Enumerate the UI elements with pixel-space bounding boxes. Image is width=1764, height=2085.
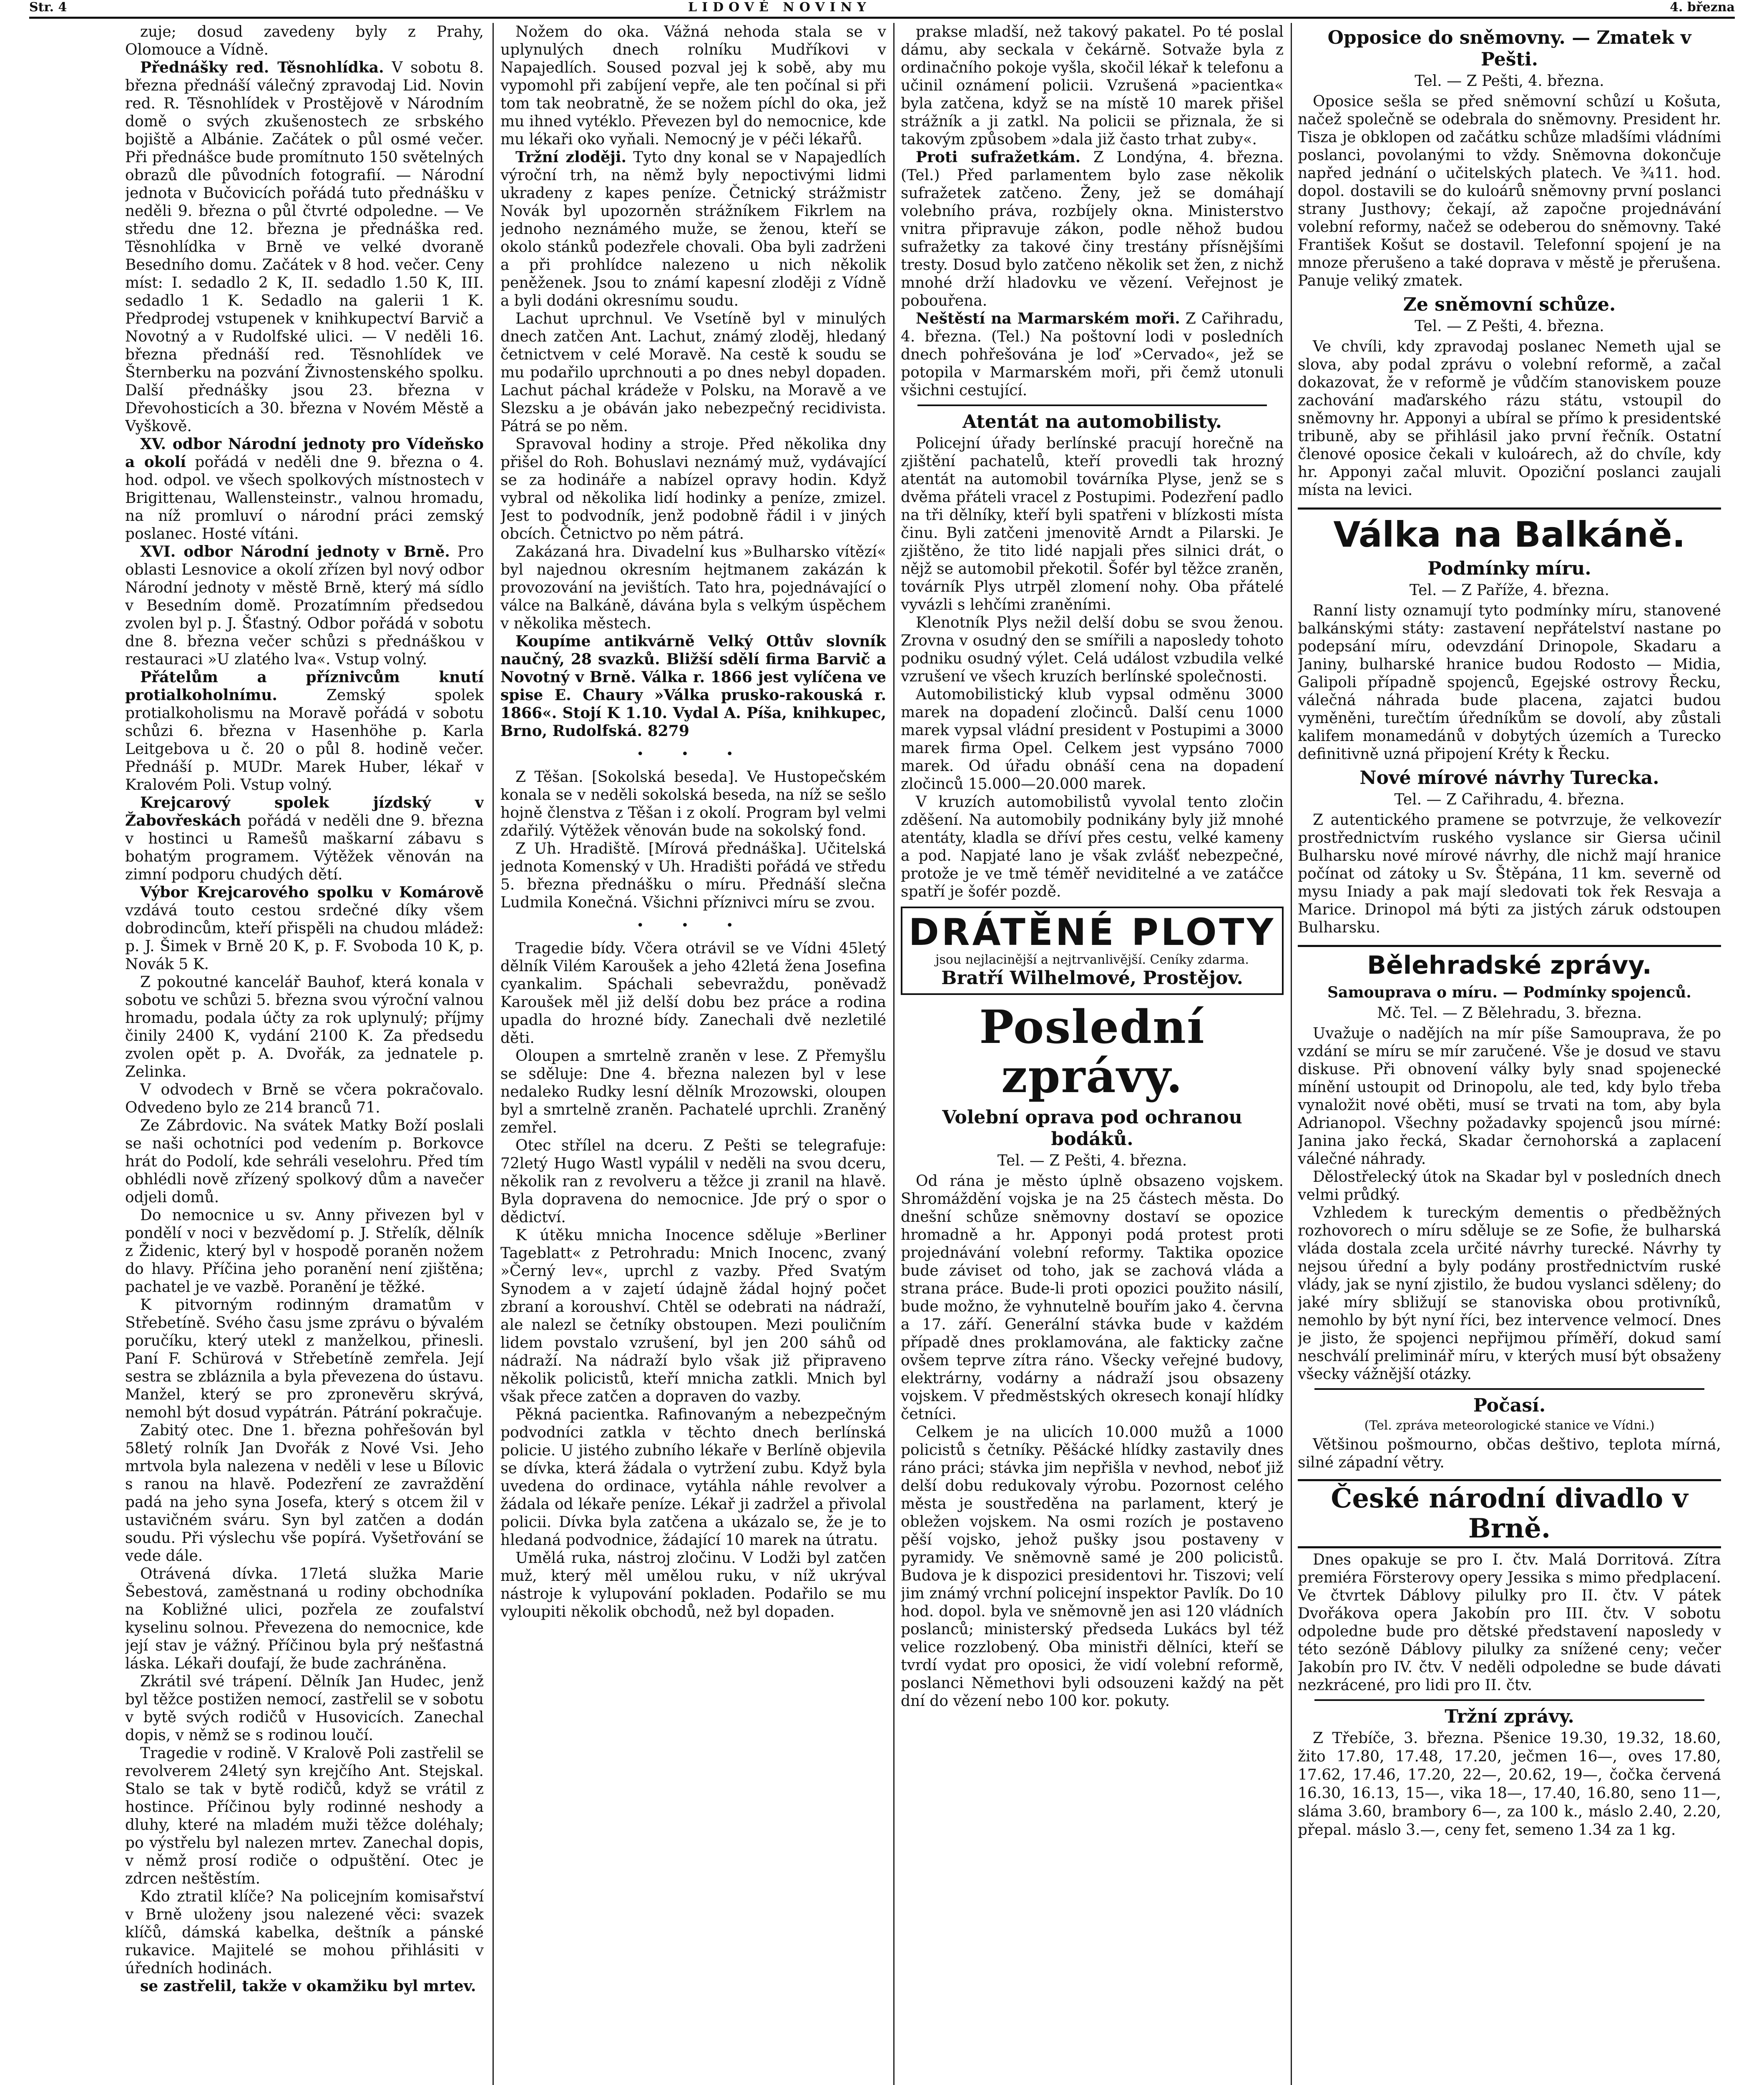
dateline: Tel. — Z Pešti, 4. března. bbox=[1415, 318, 1604, 335]
article bbox=[901, 148, 1284, 310]
subheading: Samouprava o míru. — Podmínky spojenců. bbox=[1327, 984, 1691, 1001]
ad-number: 8279 bbox=[647, 722, 689, 740]
article-title: Výbor Krejcarového spolku v Komárově bbox=[140, 884, 484, 901]
article-text: Z autentického pramene se potvrzuje, že velkovezír prostřednictvím ruského vyslance sir Giersa učinil Bulharsku nové mírové návrhy, dle nichž mají hranice počínat od zátoky u Sv. Štěpána, 11 km. severně od mysu Iniady a pak mají sledovati tok řek Resvaja a Marice. Drinopol má býti za jistých záruk odstoupen Bulharsku. bbox=[1298, 811, 1721, 936]
newspaper-title: LIDOVÉ NOVINY bbox=[688, 0, 871, 15]
dateline: Mč. Tel. — Z Bělehradu, 3. března. bbox=[1377, 1005, 1642, 1022]
separator-stars: • • • bbox=[636, 747, 750, 761]
theatre-text: Dnes opakuje se pro I. čtv. Malá Dorritová. Zítra premiéra Försterovy opery Jessika s mimo předplacení. Ve čtvrtek Dáblovy pilulky pro II. čtv. V pátek Dvořákova opera Jakobín pro III. čtv. V sobotu odpoledne bude pro dětské představení naposledy v této sezóně Dáblovy pilulky za snížené ceny; večer Jakobín pro IV. čtv. V neděli odpoledne se bude dávati nezkrácené, pro lidi pro II. čtv. bbox=[1298, 1551, 1721, 1694]
article-text: Umělá ruka, nástroj zločinu. V Lodži byl zatčen muž, který měl umělou ruku, v níž ukrýval nástroje k vylupování pokladen. Podařilo se mu vyloupiti několik obchodů, než byl dopaden. bbox=[500, 1550, 886, 1620]
weather-text: Většinou pošmourno, občas deštivo, teplota mírná, silné západní větry. bbox=[1298, 1436, 1721, 1471]
article-title: Neštěstí na Marmarském moři. bbox=[916, 310, 1180, 327]
article-text: Nožem do oka. Vážná nehoda stala se v uplynulých dnech rolníku Mudříkovi v Napajedlích. Soused pozval jej k sobě, aby mu vypomohl při zabíjení vepře, ale ten počínal si při tom tak neobratně, že se nožem píchl do oka, jež mu ihned vytéklo. Převezen byl do nemocnice, kde mu lékaři oko vyňali. Nemocný je v péči lékařů. bbox=[500, 23, 886, 148]
article-text: Otrávená dívka. 17letá služka Marie Šebestová, zaměstnaná u rodiny obchodníka na Kobližné ulici, pozřela ze zoufalství kyselinu solnou. Převezena do nemocnice, kde její stav je vážný. Příčinou byla prý nešťastná láska. Lékaři doufají, že bude zachráněna. bbox=[125, 1565, 484, 1672]
section-heading: Podmínky míru. bbox=[1427, 558, 1591, 579]
article-text: pořádá v neděli dne 9. března v hostinci u Ramešů maškarní zábavu s bohatým programem. Výtěžek věnován na zimní podporu chudých dětí. bbox=[125, 812, 484, 883]
article-text: Tragedie bídy. Včera otrávil se ve Vídni 45letý dělník Vilém Karoušek a jeho 42letá žena Josefina cyankalim. Spáchali sebevraždu, poněvadž Karoušek měl již delší dobu bez práce a rodina upadla do hrozné bídy. Zanechali dvě nezletilé děti. bbox=[500, 940, 886, 1047]
market-text: Z Třebíče, 3. března. Pšenice 19.30, 19.32, 18.60, žito 17.80, 17.48, 17.20, ječmen 16—, oves 17.80, 17.62, 17.46, 17.20, 22—, 20.62, 19—, čočka červená 16.30, 16.13, 15—, vika 18—, 17.40, 16.80, seno 11—, sláma 3.60, brambory 6—, za 100 k., máslo 2.40, 2.20, přepal. máslo 3.—, ceny fet, semeno 1.34 za 1 kg. bbox=[1298, 1730, 1721, 1839]
article-text: vzdává touto cestou srdečné díky všem dobrodincům, kteří přispěli na chudou mládež: p. J. Šimek v Brně 20 K, p. F. Svoboda 10 K, p. Novák 5 K. bbox=[125, 902, 484, 973]
article-text: Od rána je město úplně obsazeno vojskem. Shromáždění vojska je na 25 částech města. Do dnešní schůze sněmovny dostaví se opozice hromadně a hr. Apponyi podá protest proti projednávání volební reformy. Taktika opozice bude záviset od toho, jak se zachová vláda a strana práce. Bude-li proti opozici použito násilí, bude možno, že vyhnutelně bouřím jako 4. června a 17. září. Generální stávka bude v každém případě dnes proklamována, ale fakticky začne ovšem teprve zítra ráno. Všecky veřejné budovy, elektrárny, vodárny a nádraží jsou obsazeny vojskem. V předměstských okresech konají hlídky četníci. bbox=[901, 1173, 1284, 1423]
section-heading: Nové mírové návrhy Turecka. bbox=[1359, 767, 1659, 789]
column-1 bbox=[125, 23, 484, 2085]
weather-source: (Tel. zpráva meteorologické stanice ve Vídni.) bbox=[1364, 1418, 1655, 1433]
article-text: V odvodech v Brně se včera pokračovalo. Odvedeno bylo ze 214 branců 71. bbox=[125, 1081, 484, 1116]
dateline: Tel. — Z Paříže, 4. března. bbox=[1409, 582, 1610, 599]
article-text: K pitvorným rodinným dramatům v Střebetíně. Svého času jsme zprávu o bývalém poručíku, který utekl z manželkou, přinesli. Paní F. Schürová v Střebetíně zemřela. Její sestra se zbláznila a byla převezena do ústavu. Manžel, který se pro zpronevěru skrývá, nemohl být dosud vypátrán. Pátrání pokračuje. bbox=[125, 1296, 484, 1421]
article bbox=[125, 884, 484, 973]
article-text: se zastřelil, takže v okamžiku byl mrtev. bbox=[140, 1977, 476, 1995]
theatre-heading: České národní divadlo v Brně. bbox=[1298, 1479, 1721, 1548]
article-text: Ranní listy oznamují tyto podmínky míru, stanovené balkánskými státy: zastavení nepřátelství nastane po podepsání míru, odevzdání Drinopole, Skadaru a Janiny, bulharské hranice budou Rodosto — Midia, Galipoli případně spojenců, Egejské ostrovy Řecku, válečná náhrada bude placena, zajatci budou vyměněni, turečtím úředníkům se dovolí, aby zůstali kalifem monamedánů v dobytých územích a Turecko definitivně uzná připojení Kréty k Řecku. bbox=[1298, 602, 1721, 763]
dateline: Tel. — Z Cařihradu, 4. března. bbox=[1394, 791, 1625, 808]
article-text: Do nemocnice u sv. Anny přivezen byl v pondělí v noci v bezvědomí p. J. Střelík, dělník z Židenic, který byl v hospodě poraněn nožem do hlavy. Příčina jeho poranění není zjištěna; pachatel je ve vazbě. Poranění je těžké. bbox=[125, 1207, 484, 1296]
separator-rule bbox=[917, 404, 1267, 406]
article-text: Z Uh. Hradiště. [Mírová přednáška]. Učitelská jednota Komenský v Uh. Hradišti pořádá ve středu 5. března přednášku o míru. Přednáší slečna Ludmila Konečná. Všichni příznivci míru se zvou. bbox=[500, 840, 886, 911]
article-text: Ve chvíli, kdy zpravodaj poslanec Nemeth ujal se slova, aby podal zprávu o volební reformě, a začal dokazovat, že v reformě je vůdčím stanoviskem pouze zachování maďarského rázu státu, vstoupil do sněmovny hr. Apponyi a ubíral se přímo k presidentské tribuně, aby se přihlásil jako první řečník. Ostatní členové oposice čekali v kuloárech, až do chvíle, kdy hr. Apponyi začal mluvit. Opoziční poslanci zaujali místa na levici. bbox=[1298, 338, 1721, 499]
article bbox=[500, 148, 886, 310]
article bbox=[125, 59, 484, 435]
column-2 bbox=[500, 23, 886, 2085]
article-title: Tržní zloději. bbox=[515, 148, 627, 166]
separator-rule bbox=[1314, 1699, 1704, 1701]
article-text: Tragedie v rodině. V Kralově Poli zastřelil se revolverem 24letý syn krejčího Ant. Stejskal. Stalo se tak v bytě rodičů, když se vrátil z hostince. Příčinou byly rodinné neshody a dluhy, které na mladém muži těžce doléhaly; po výstřelu byl nalezen mrtev. Zanechal dopis, v němž prosí rodiče o odpuštění. Otec je zdrcen neštěstím. bbox=[125, 1745, 484, 1887]
article bbox=[125, 543, 484, 668]
page-number: Str. 4 bbox=[29, 0, 67, 15]
article-text: K útěku mnicha Inocence sděluje »Berliner Tageblatt« z Petrohradu: Mnich Inocenc, zvaný »Černý lev«, uprchl z vazby. Před Svatým Synodem a v zajetí údajně žádal hojný počet zbraní a koroushví. Chtěl se odebrati na nádraží, ale nalezl se četníky obstoupen. Mezi pouličním lidem povstalo vzrušení, byl jen 200 sáhů od nádraží. Na nádraží bylo však již připraveno několik policistů, kteří mnicha zatkli. Mnich byl však přece zatčen a dopraven do vazby. bbox=[500, 1227, 886, 1405]
ad-title: DRÁTĚNÉ PLOTY bbox=[908, 911, 1276, 954]
article-text: Oloupen a smrtelně zraněn v lese. Z Přemyšlu se sděluje: Dne 4. března nalezen byl v lese nedaleko Rudky lesní dělník Mrozowski, oloupen byl a smrtelně zraněn. Pachatelé uprchli. Zraněný zemřel. bbox=[500, 1048, 886, 1136]
section-heading: Volební oprava pod ochranou bodáků. bbox=[942, 1107, 1242, 1150]
latest-news-heading: Poslední zprávy. bbox=[979, 1000, 1205, 1103]
article-text: Z Cařihradu, 4. března. (Tel.) Na poštovní lodi v posledních dnech pohřešována je loď »Cervado«, jež se potopila v Marmarském moři, při čemž utonuli všichni cestující. bbox=[901, 310, 1284, 399]
article-title: Přátelům a příznivcům knutí protialkoholnímu. bbox=[125, 668, 484, 704]
article-text: Uvažuje o nadějích na mír píše Samouprava, že po vzdání se míru se mír zaručené. Vše je dosud ve stavu diskuse. Při obnovení války byly snad spojenecké mínění ustoupit od Drinopolu, ale ted, kdy bylo třeba vynaložit nové oběti, musí se trvati na tom, aby byla Adrianopol. Všechny požadavky spojenců jsou mírné: Janina jako řecká, Skadar černohorská a zaplacení válečné náhrady. bbox=[1298, 1025, 1721, 1168]
ad-text: Koupíme antikvárně Velký Ottův slovník naučný, 28 svazků. Bližší sdělí firma Barvič a Novotný v Brně. Válka r. 1866 jest vylíčena ve spise E. Chaury »Válka prusko-rakouská r. 1866«. Stojí K 1.10. Vydal A. Píša, knihkupec, Brno, Rudolfská. bbox=[500, 633, 886, 740]
article-text: Dělostřelecký útok na Skadar byl v posledních dnech velmi průdký. bbox=[1298, 1168, 1721, 1203]
belgrade-news-heading: Bělehradské zprávy. bbox=[1298, 945, 1721, 980]
article-text: Ze Zábrdovic. Na svátek Matky Boží poslali se naši ochotníci pod vedením p. Borkovce hrát do Podolí, kde sehráli veselohru. Před tím obhlédli nově zřízený spolkový dům a navečer odjeli domů. bbox=[125, 1117, 484, 1206]
article-text: Lachut uprchnul. Ve Vsetíně byl v minulých dnech zatčen Ant. Lachut, známý zloděj, hledaný četnictvem v celé Moravě. Na cestě k soudu se mu podařilo uprchnouti a po dnes nebyl dopaden. Lachut páchal krádeže v Polsku, na Moravě a ve Slezsku a je obáván jako nebezpečný recidivista. Pátrá se po něm. bbox=[500, 310, 886, 435]
column-rule bbox=[493, 23, 494, 2085]
weather-heading: Počasí. bbox=[1473, 1395, 1546, 1416]
separator-stars: • • • bbox=[636, 918, 750, 933]
article-text: Zkrátil své trápení. Dělník Jan Hudec, jenž byl těžce postižen nemocí, zastřelil se v sobotu v bytě svých rodičů v Husovicích. Zanechal dopis, v němž se s rodinou loučí. bbox=[125, 1673, 484, 1744]
article-text: Tyto dny konal se v Napajedlích výroční trh, na němž byly nepoctivými lidmi ukradeny z kapes peníze. Četnický strážmistr Novák byl upozorněn strážníkem Fikrlem na jednoho neznámého muže, se ženou, kteří se okolo stánků podezřele chovali. Oba byli zadrženi a při prohlídce nalezeno u nich několik peněženek. Jsou to známí kapesní zloději z Vídně a byli dodáni okresnímu soudu. bbox=[500, 149, 886, 309]
article-text: Klenotník Plys nežil delší dobu se svou ženou. Zrovna v osudný den se smířili a naposledy tohoto podniku osudný výlet. Celá událost vzbudila velké vzrušení ve všech kruzích berlínské společnosti. bbox=[901, 614, 1284, 685]
article-text: Z pokoutné kancelář Bauhof, která konala v sobotu ve schůzi 5. března svou výroční valnou hromadu, podala účty za rok uplynulý; příjmy činily 2400 K, vydání 2100 K. Za předsedu zvolen opět p. A. Dvořák, za jednatele p. Zelinka. bbox=[125, 974, 484, 1080]
classified-ad bbox=[500, 633, 886, 740]
section-heading: Ze sněmovní schůze. bbox=[1403, 294, 1616, 315]
column-3 bbox=[901, 23, 1284, 2085]
article-title: Krejcarový spolek jízdský v Žabovřeskách bbox=[125, 794, 484, 829]
article-title: Proti sufražetkám. bbox=[916, 148, 1081, 166]
section-heading: Opposice do sněmovny. — Zmatek v Pešti. bbox=[1327, 27, 1691, 70]
article-text: Zabitý otec. Dne 1. března pohřešován byl 58letý rolník Jan Dvořák z Nové Vsi. Jeho mrtvola byla nalezena v neděli v lese u Bílovic s ranou na hlavě. Podezření ze zavraždění padá na jeho syna Josefa, který s otcem žil v ustavičném sváru. Syn byl zatčen a dodán soudu. Při výslechu vše popírá. Vyšetřování se vede dále. bbox=[125, 1422, 484, 1565]
article-text: Vzhledem k tureckým dementis o předběžných rozhovorech o míru sděluje se ze Sofie, že bulharská vláda dostala zcela určité návrhy turecké. Návrhy ty nejsou úřední a byly podány prostřednictvím ruské vlády, jak se nyní zjistilo, že budou vyslanci sděleny; do jaké míry sbližují se stanoviska obou protivníků, nemohlo by být nyní říci, bez intervence velmocí. Dnes je jisto, že spojenci nepřijmou příměří, dokud samí neschválí preliminář míru, v kterých musí být obsaženy všecky vážnější otázky. bbox=[1298, 1204, 1721, 1383]
ad-firm: Bratří Wilhelmové, Prostějov. bbox=[941, 967, 1243, 989]
article-text: zuje; dosud zavedeny byly z Prahy, Olomouce a Vídně. bbox=[125, 23, 484, 58]
article-text: Kdo ztratil klíče? Na policejním komisařství v Brně uloženy jsou nalezené věci: svazek klíčů, dámská kabelka, deštník a pánské rukavice. Majitelé se mohou přihlásiti v úředních hodinách. bbox=[125, 1888, 484, 1977]
section-heading: Atentát na automobilisty. bbox=[962, 411, 1222, 432]
dateline: Tel. — Z Pešti, 4. března. bbox=[1415, 73, 1604, 90]
separator-rule bbox=[1314, 1388, 1704, 1390]
article bbox=[125, 668, 484, 794]
article bbox=[125, 794, 484, 884]
masthead bbox=[29, 0, 1735, 19]
article-text: V sobotu 8. března přednáší válečný zpravodaj Lid. Novin red. R. Těsnohlídek v Prostějově v Národním domě o svých zkušenostech ze srbského bojiště a Albánie. Začátek o půl osmé večer. Při přednášce bude promítnuto 150 světelných obrazů dle původních fotografií. — Národní jednota v Bučovicích pořádá tuto přednášku v neděli 9. března o půl čtvrté odpoledne. — Ve středu dne 12. března je přednáška red. Těsnohlídka v Brně ve velké dvoraně Besedního domu. Začátek v 8 hod. večer. Ceny míst: I. sedadlo 2 K, II. sedadlo 1.50 K, III. sedadlo 1 K. Sedadlo na galerii 1 K. Předprodej vstupenek v knihkupectví Barvič a Novotný a v Rudolfské ulici. — V neděli 16. března přednáší red. Těsnohlídek ve Šternberku na pozvání Živnostenského spolku. Další přednášky jsou 23. března v Dřevohosticích a 30. března v Novém Městě a Vyškově. bbox=[125, 59, 484, 435]
article bbox=[901, 310, 1284, 399]
ad-line: jsou nejlacinější a nejtrvanlivější. Ceníky zdarma. bbox=[935, 952, 1249, 967]
column-rule bbox=[893, 23, 895, 2085]
article-text: prakse mladší, než takový pakatel. Po té poslal dámu, aby seckala v čekárně. Sotvaže byla z ordinačního pokoje vyšla, skočil lékař k telefonu a učinil oznámení policii. Vzrušená »pacientka« byla zatčena, když se na místě 10 marek přišel strážník a ji zatkl. Na policii se přiznala, že si takovým způsobem »dala již často trhat zuby«. bbox=[901, 23, 1284, 148]
market-heading: Tržní zprávy. bbox=[1445, 1706, 1574, 1727]
article-text: Zakázaná hra. Divadelní kus »Bulharsko vítězí« byl najednou okresním hejtmanem zakázán k provozování na jevištích. Tato hra, pojednávající o válce na Balkáně, dávána byla s velkým úspěchem v několika městech. bbox=[500, 543, 886, 632]
article-title: XV. odbor Národní jednoty pro Vídeňsko a okolí bbox=[125, 435, 484, 471]
article-text: Automobilistický klub vypsal odměnu 3000 marek na dopadení zločinců. Další cenu 1000 marek vypsal vládní president v Postupimi a 3000 marek firma Opel. Celkem jest vypsáno 7000 marek. Od úřadu obnáší cena na dopadení zločinců 15.000—20.000 marek. bbox=[901, 686, 1284, 793]
article-text: Z Těšan. [Sokolská beseda]. Ve Hustopečském konala se v neděli sokolská beseda, na níž se sešlo hojně členstva z Těšan i z okolí. Program byl velmi zdařilý. Výtěžek věnován bude na sokolský fond. bbox=[500, 769, 886, 839]
article-text: Z Londýna, 4. března. (Tel.) Před parlamentem bylo zase několik sufražetek zatčeno. Ženy, jež se domáhají volebního práva, rozbíjely okna. Ministerstvo vnitra připravuje zákon, podle něhož budou sufražetky za takové činy trestány přísnějšími tresty. Dosud bylo zatčeno několik set žen, z nichž mnohé drží hladovku ve vězení. Veřejnost je pobouřena. bbox=[901, 149, 1284, 309]
dateline: Tel. — Z Pešti, 4. března. bbox=[997, 1152, 1187, 1169]
article-title: Přednášky red. Těsnohlídka. bbox=[140, 59, 384, 76]
article-title: XVI. odbor Národní jednoty v Brně. bbox=[140, 543, 450, 560]
article-text: pořádá v neděli dne 9. března o 4. hod. odpol. ve všech spolkových místnostech v Brigittenau, Wallensteinstr., valnou hromadu, na níž promluví o národní práci zemský poslanec. Hosté vítáni. bbox=[125, 454, 484, 543]
page-date: 4. března bbox=[1670, 0, 1735, 15]
article-text: V kruzích automobilistů vyvolal tento zločin zděšení. Na automobily podnikány byly již mnohé atentáty, kladla se dříví přes cestu, velké kameny a pod. Napjaté lano je však zvlášť nebezpečné, protože je ve tmě téměř neviditelné a ve zatáčce spatří je šofér pozdě. bbox=[901, 794, 1284, 900]
advertisement bbox=[901, 907, 1284, 995]
article-text: Otec střílel na dceru. Z Pešti se telegrafuje: 72letý Hugo Wastl vypálil v neděli na svou dceru, několik ran z revolveru a těžce ji zranil na hlavě. Byla dopravena do nemocnice. Jde prý o spor o dědictví. bbox=[500, 1137, 886, 1226]
article-text: Zemský spolek protialkoholismu na Moravě pořádá v sobotu schůzi 6. března v Hasenhöhe p. Karla Leitgebova u č. 20 o půl 8. hodině večer. Přednáší p. MUDr. Marek Huber, lékař v Kralovém Poli. Vstup volný. bbox=[125, 687, 484, 794]
column-4 bbox=[1298, 23, 1721, 2085]
article bbox=[125, 435, 484, 543]
column-rule bbox=[1291, 23, 1292, 2085]
article-text: Pro oblasti Lesnovice a okolí zřízen byl nový odbor Národní jednoty v městě Brně, který má sídlo v Besedním domě. Prozatímním předsedou zvolen byl p. J. Šťastný. Odbor pořádá v sobotu dne 8. března večer schůzi s přednáškou v restauraci »U zlatého lva«. Vstup volný. bbox=[125, 543, 484, 668]
balkan-war-heading: Válka na Balkáně. bbox=[1298, 507, 1721, 554]
article-text: Spravoval hodiny a stroje. Před několika dny přišel do Roh. Bohuslavi neznámý muž, vydávající se za hodináře a nabízel opravy hodin. Když vybral od několika lidí hodinky a peníze, zmizel. Jest to podvodník, jenž podobně řádil i v jiných obcích. Četnictvo po něm pátrá. bbox=[500, 436, 886, 543]
article-text: Celkem je na ulicích 10.000 mužů a 1000 policistů s četníky. Pěšácké hlídky zastavily dnes ráno práci; stávka jim nepřišla v nevhod, neboť již delší dobu redukovaly výrobu. Pozornost celého města je soustředěna na parlament, který je obležen vojskem. Na osmi rozích je postaveno pěší vojsko, jehož pušky jsou postaveny v pyramidy. Ve sněmovně samé je 200 policistů. Budova je k dispozici presidentovi hr. Tiszovi; velí jim známý vrchní policejní inspektor Pavlík. Do 10 hod. dopol. byla ve sněmovně jen asi 120 vládních poslanců; ministerský předseda Lukács byl též velice rozzlobený. Oba ministři dělníci, kteří se tvrdí vydat pro oposici, že vidí volební reformě, poslanci Němethovi byli odsouzeni každý na pět dní do vězení nebo 100 kor. pokuty. bbox=[901, 1424, 1284, 1710]
article-text: Pěkná pacientka. Rafinovaným a nebezpečným podvodníci zatkla v těchto dnech berlínská policie. U jistého zubního lékaře v Berlíně objevila se dívka, která žádala o vytržení zubu. Když byla uvedena do ordinace, vytáhla náhle revolver a žádala od lékaře peníze. Lékař ji zadržel a přivolal policii. Dívka byla zatčena a ukázalo se, že je to hledaná podvodnice, žádající 10 marek na útratu. bbox=[500, 1406, 886, 1549]
article-text: Policejní úřady berlínské pracují horečně na zjištění pachatelů, kteří provedli tak hrozný atentát na automobil továrníka Plyse, jenž se s dvěma přáteli vracel z Postupimi. Podezření padlo na tři dělníky, kteří byli spatřeni v blízkosti místa činu. Byli zatčeni jmenovitě Arndt a Pilarski. Je zjištěno, že tito lidé napjali přes silnici drát, o nějž se automobil překotil. Šofér byl těžce zraněn, továrník Plys utrpěl zlomení nohy. Oba přátelé vyvázli s lehčími zraněními. bbox=[901, 435, 1284, 613]
article-text: Oposice sešla se před sněmovní schůzí u Košuta, načež společně se odebrala do sněmovny. President hr. Tisza je obklopen od začátku schůze mladšími vládními poslanci, povolanými to vždy. Sněmovna dokončuje napřed jednání o učitelských platech. Ve ¾11. hod. dopol. dostavili se do kuloárů sněmovny první poslanci strany Justhovy; čekají, až započne projednávání volební reformy, načež se odeberou do sněmovny. Také František Košut se dostavil. Telefonní spojení je na mnoze přerušeno a také doprava v městě je přerušena. Panuje veliký zmatek. bbox=[1298, 93, 1721, 289]
